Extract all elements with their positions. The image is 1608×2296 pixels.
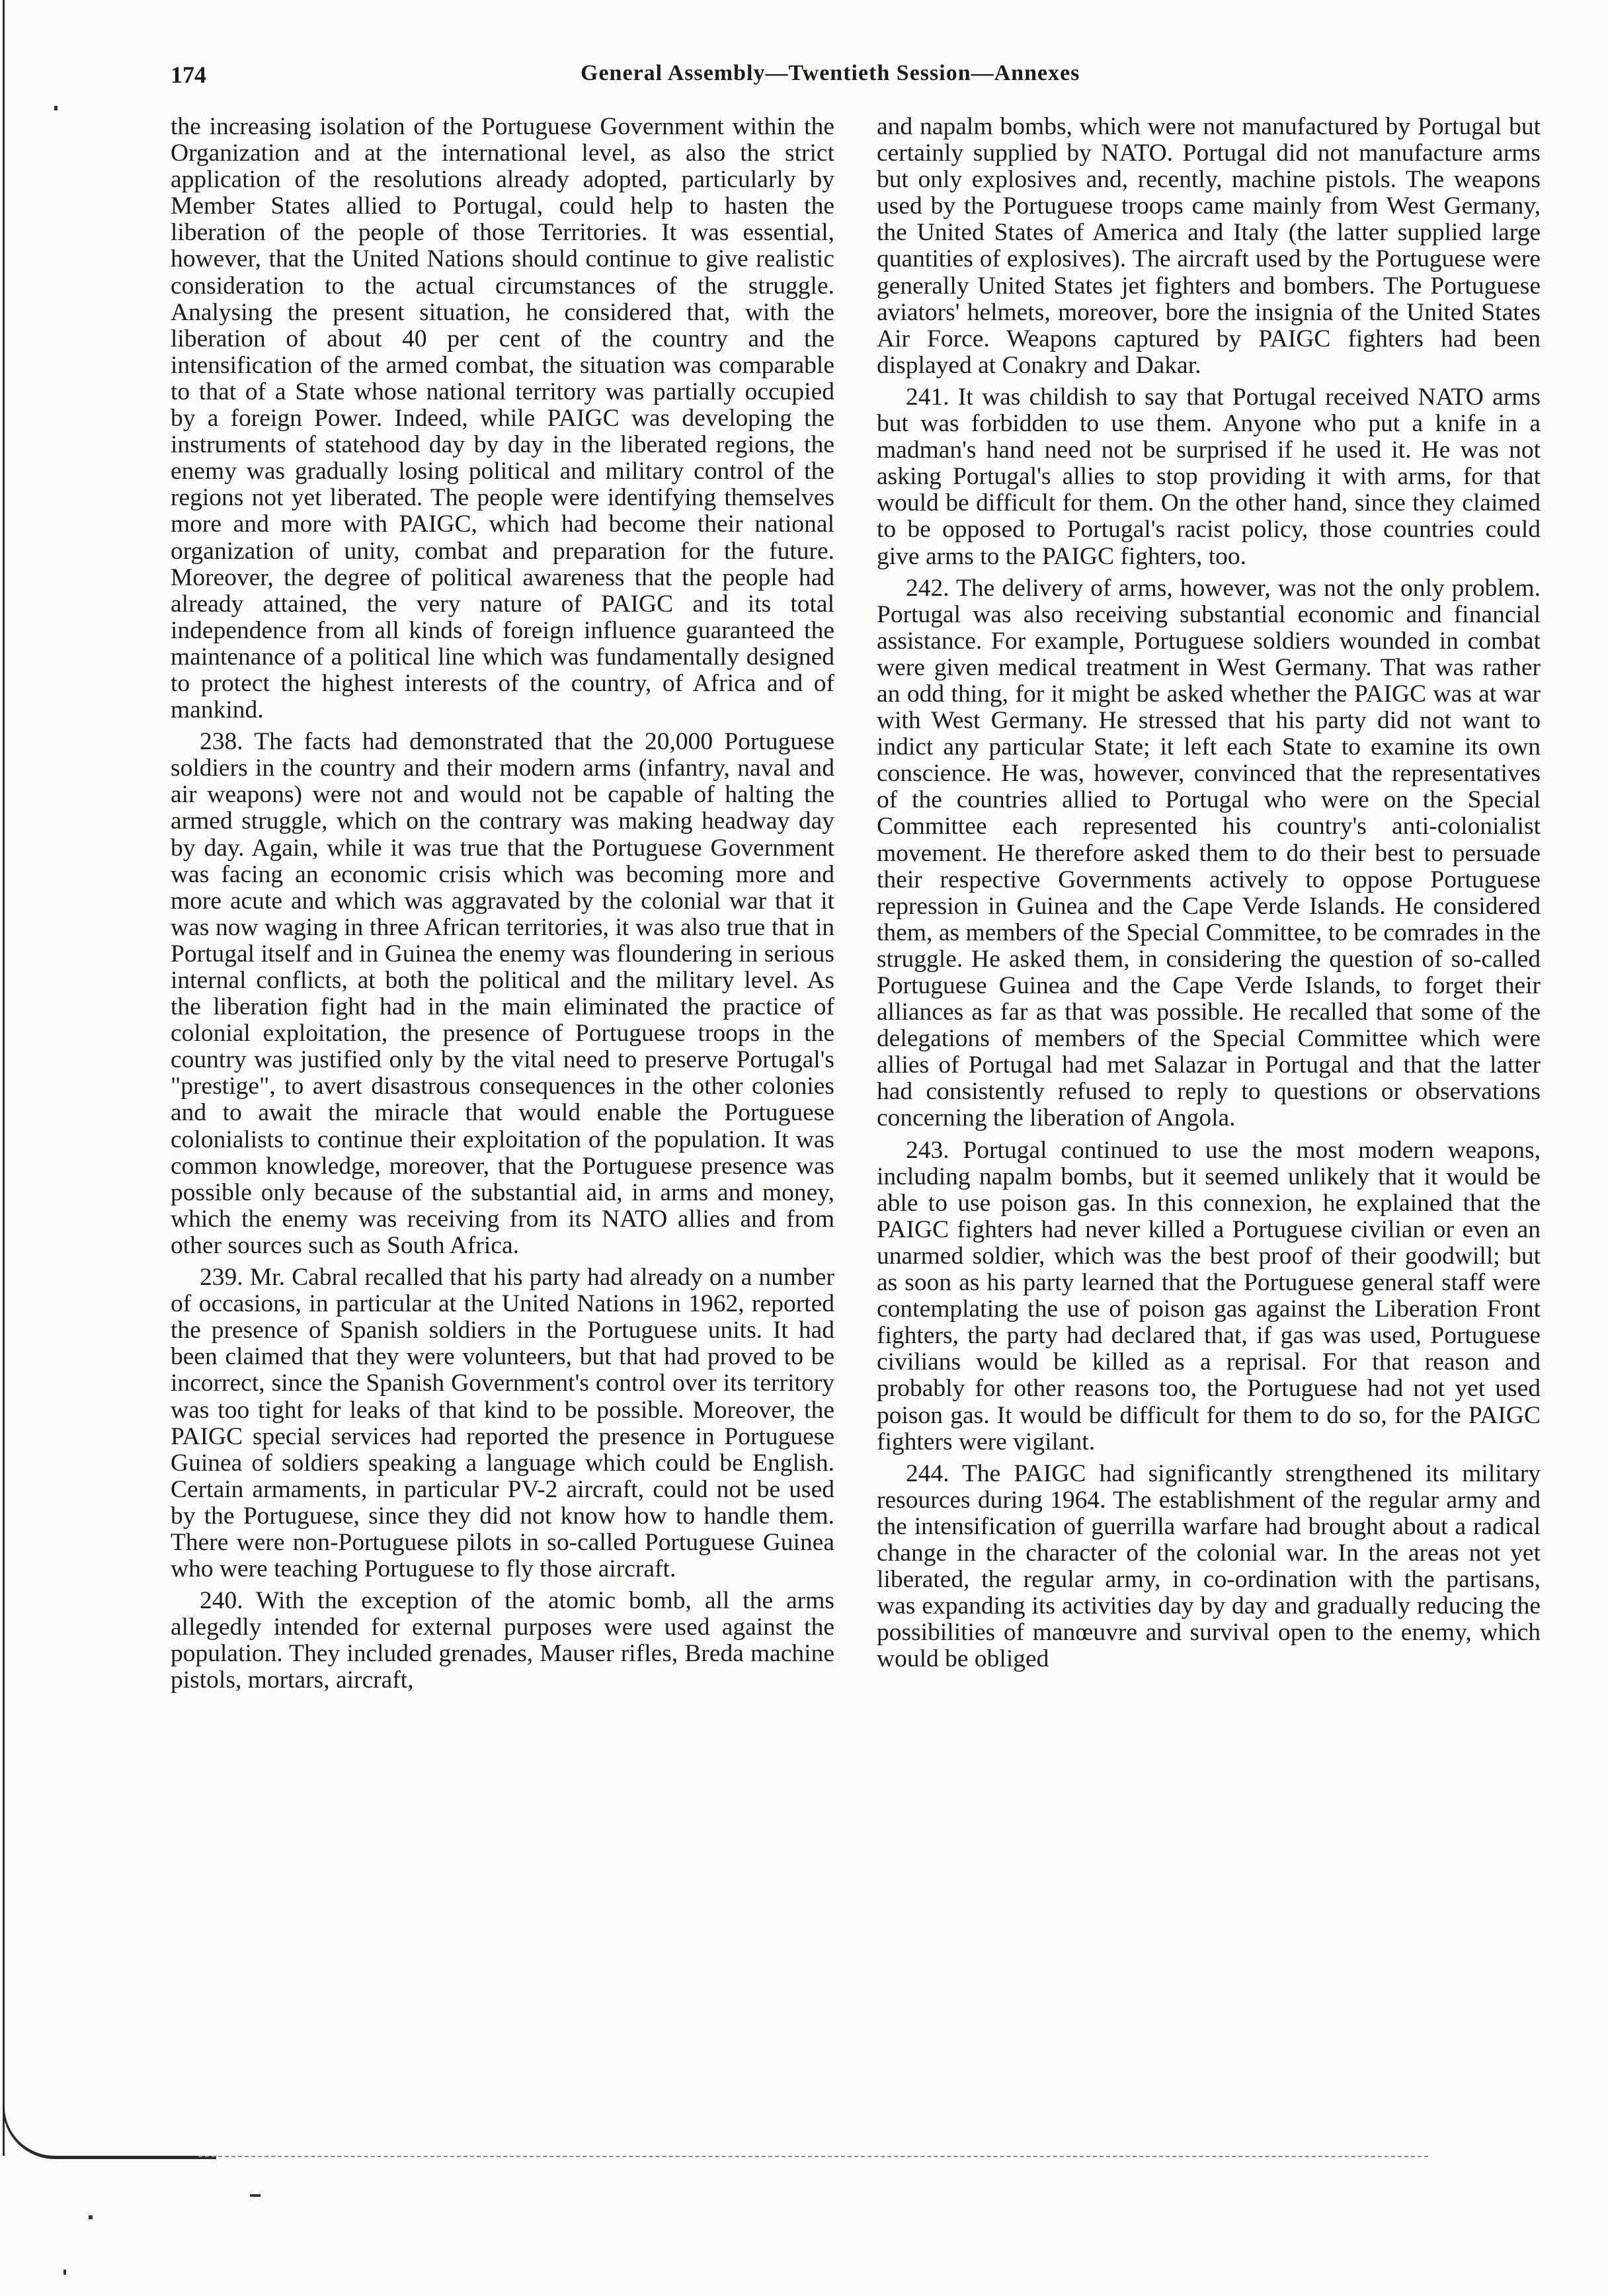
page-number: 174	[171, 62, 206, 88]
paragraph-242: 242. The delivery of arms, however, was not the only problem. Portugal was also receiving substantial economic and financial assistance. For example, Portuguese soldiers wounded in combat were given medical treatment in West Germany. That was rather an odd thing, for it might be asked whether the PAIGC was at war with West Germany. He stressed that his party did not want to indict any particular State; it left each State to examine its own conscience. He was, however, convinced that the representatives of the countries allied to Portugal who were on the Special Committee each represented his country's anti-colonialist movement. He therefore asked them to do their best to persuade their respective Governments actively to oppose Portuguese repression in Guinea and the Cape Verde Islands. He considered them, as members of the Special Committee, to be comrades in the struggle. He asked them, in considering the question of so-called Portuguese Guinea and the Cape Verde Islands, to forget their alliances as far as that was possible. He recalled that some of the delegations of members of the Special Committee which were allies of Portugal had met Salazar in Portugal and that the latter had consistently refused to reply to questions or observations concerning the liberation of Angola.	[877, 574, 1541, 1132]
paragraph-243: 243. Portugal continued to use the most modern weapons, including napalm bombs, but it seemed unlikely that it would be able to use poison gas. In this connexion, he explained that the PAIGC fighters had never killed a Portuguese civilian or even an unarmed soldier, which was the best proof of their goodwill; but as soon as his party learned that the Portuguese general staff were contemplating the use of poison gas against the Liberation Front fighters, the party had declared that, if gas was used, Portuguese civilians would be killed as a reprisal. For that reason and probably for other reasons too, the Portuguese had not yet used poison gas. It would be difficult for them to do so, for the PAIGC fighters were vigilant.	[877, 1136, 1541, 1456]
paragraph-239: 239. Mr. Cabral recalled that his party had already on a number of occasions, in particular at the United Nations in 1962, reported the presence of Spanish soldiers in the Portuguese units. It had been claimed that they were volunteers, but that had proved to be incorrect, since the Spanish Government's control over its territory was too tight for leaks of that kind to be possible. Moreover, the PAIGC special services had reported the presence in Portuguese Guinea of soldiers speaking a language which could be English. Certain armaments, in particular PV-2 aircraft, could not be used by the Portuguese, since they did not know how to handle them. There were non-Portuguese pilots in so-called Portuguese Guinea who were teaching Portuguese to fly those aircraft.	[171, 1264, 834, 1583]
paragraph-238: 238. The facts had demonstrated that the 20,000 Portuguese soldiers in the country and their modern arms (infantry, naval and air weapons) were not and would not be capable of halting the armed struggle, which on the contrary was making headway day by day. Again, while it was true that the Portuguese Government was facing an economic crisis which was becoming more and more acute and which was aggravated by the colonial war that it was now waging in three African territories, it was also true that in Portugal itself and in Guinea the enemy was floundering in serious internal conflicts, at both the political and the military level. As the liberation fight had in the main eliminated the practice of colonial exploitation, the presence of Portuguese troops in the country was justified only by the vital need to preserve Portugal's "prestige", to avert disastrous consequences in the other colonies and to await the miracle that would enable the Portuguese colonialists to continue their exploitation of the population. It was common knowledge, moreover, that the Portuguese presence was possible only because of the substantial aid, in arms and money, which the enemy was receiving from its NATO allies and from other sources such as South Africa.	[171, 728, 834, 1259]
scan-bottom-rule	[198, 2156, 1428, 2157]
scan-speck	[54, 106, 58, 110]
right-column	[877, 114, 1541, 1672]
scan-binding-curve	[3, 2107, 216, 2159]
running-title: General Assembly—Twentieth Session—Annexes	[581, 61, 1080, 85]
scan-edge-line	[3, 0, 5, 2156]
paragraph-240: 240. With the exception of the atomic bomb, all the arms allegedly intended for external purposes were used against the population. They included grenades, Mauser rifles, Breda machine pistols, mortars, aircraft,	[171, 1587, 834, 1694]
scan-speck	[250, 2194, 261, 2197]
scan-speck	[63, 2270, 66, 2275]
scan-speck	[89, 2215, 93, 2219]
left-column	[171, 114, 834, 1694]
page-header	[0, 61, 1608, 101]
paragraph-244: 244. The PAIGC had significantly strengthened its military resources during 1964. The establishment of the regular army and the intensification of guerrilla warfare had brought about a radical change in the character of the colonial war. In the areas not yet liberated, the regular army, in co-ordination with the partisans, was expanding its activities day by day and gradually reducing the possibilities of manœuvre and survival open to the enemy, which would be obliged	[877, 1459, 1541, 1673]
paragraph-240-continuation: and napalm bombs, which were not manufactured by Portugal but certainly supplied by NATO. Portugal did not manufacture arms but only explosives and, recently, machine pistols. The weapons used by the Portuguese troops came mainly from West Germany, the United States of America and Italy (the latter supplied large quantities of explosives). The aircraft used by the Portuguese were generally United States jet fighters and bombers. The Portuguese aviators' helmets, moreover, bore the insignia of the United States Air Force. Weapons captured by PAIGC fighters had been displayed at Conakry and Dakar.	[877, 113, 1541, 379]
paragraph-continuation: the increasing isolation of the Portuguese Government within the Organization and at the international level, as also the strict application of the resolutions already adopted, particularly by Member States allied to Portugal, could help to hasten the liberation of the people of those Territories. It was essential, however, that the United Nations should continue to give realistic consideration to the actual circumstances of the struggle. Analysing the present situation, he considered that, with the liberation of about 40 per cent of the country and the intensification of the armed combat, the situation was comparable to that of a State whose national territory was partially occupied by a foreign Power. Indeed, while PAIGC was developing the instruments of statehood day by day in the liberated regions, the enemy was gradually losing political and military control of the regions not yet liberated. The people were identifying themselves more and more with PAIGC, which had become their national organization of unity, combat and preparation for the future. Moreover, the degree of political awareness that the people had already attained, the very nature of PAIGC and its total independence from all kinds of foreign influence guaranteed the maintenance of a political line which was fundamentally designed to protect the highest interests of the country, of Africa and of mankind.	[171, 113, 834, 724]
paragraph-241: 241. It was childish to say that Portugal received NATO arms but was forbidden to use them. Anyone who put a knife in a madman's hand need not be surprised if he used it. He was not asking Portugal's allies to stop providing it with arms, for that would be difficult for them. On the other hand, since they claimed to be opposed to Portugal's racist policy, those countries could give arms to the PAIGC fighters, too.	[877, 383, 1541, 570]
